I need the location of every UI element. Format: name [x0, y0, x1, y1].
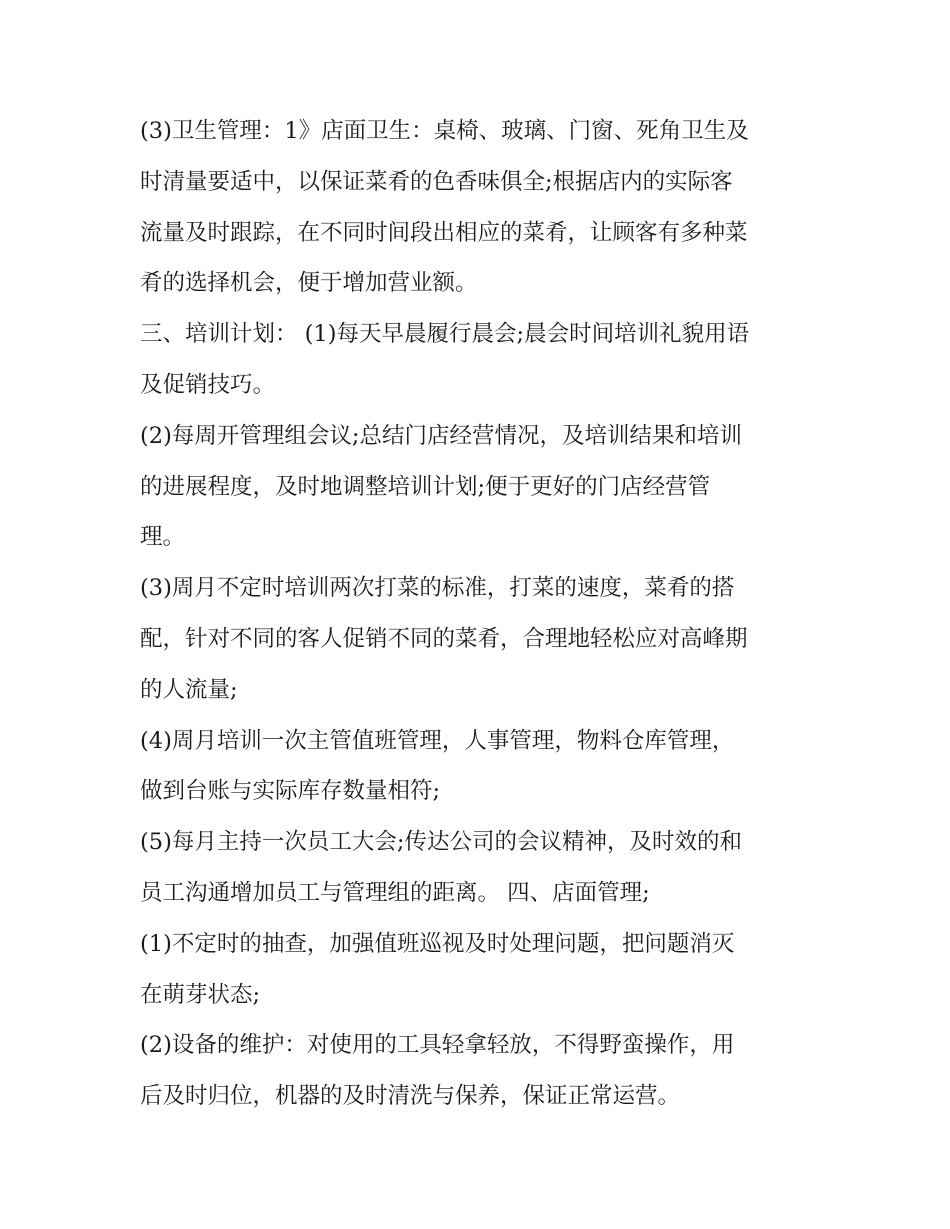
text-line: (3)卫生管理：1》店面卫生：桌椅、玻璃、门窗、死角卫生及	[140, 118, 749, 144]
text-line: 流量及时跟踪，在不同时间段出相应的菜肴，让顾客有多种菜	[140, 219, 748, 246]
text-line: 理。	[140, 524, 186, 551]
text-line: 配，针对不同的客人促销不同的菜肴，合理地轻松应对高峰期	[140, 625, 748, 652]
text-line: (3)周月不定时培训两次打菜的标准，打菜的速度，菜肴的搭	[140, 575, 735, 602]
text-line: 在萌芽状态;	[140, 981, 261, 1008]
text-line: (2)设备的维护：对使用的工具轻拿轻放，不得野蛮操作，用	[140, 1032, 735, 1059]
document-body	[140, 106, 820, 1122]
text-line: 做到台账与实际库存数量相符;	[140, 778, 441, 805]
text-line: 及促销技巧。	[140, 371, 276, 398]
text-line: (5)每月主持一次员工大会;传达公司的会议精神，及时效的和	[140, 829, 742, 856]
text-line: 的进展程度，及时地调整培训计划;便于更好的门店经营管	[140, 473, 711, 500]
text-line: 时清量要适中，以保证菜肴的色香味俱全;根据店内的实际客	[140, 168, 733, 195]
text-line: 的人流量;	[140, 676, 238, 703]
text-line: 三、培训计划： (1)每天早晨履行晨会;晨会时间培训礼貌用语	[140, 321, 750, 348]
text-line: (2)每周开管理组会议;总结门店经营情况，及培训结果和培训	[140, 422, 742, 449]
text-line: 肴的选择机会，便于增加营业额。	[140, 270, 478, 297]
text-line: (4)周月培训一次主管值班管理，人事管理，物料仓库管理，	[140, 727, 735, 754]
text-line: 员工沟通增加员工与管理组的距离。 四、店面管理;	[140, 879, 650, 906]
text-line: (1)不定时的抽查，加强值班巡视及时处理问题，把问题消灭	[140, 930, 735, 957]
text-line: 后及时归位，机器的及时清洗与保养，保证正常运营。	[140, 1083, 681, 1110]
